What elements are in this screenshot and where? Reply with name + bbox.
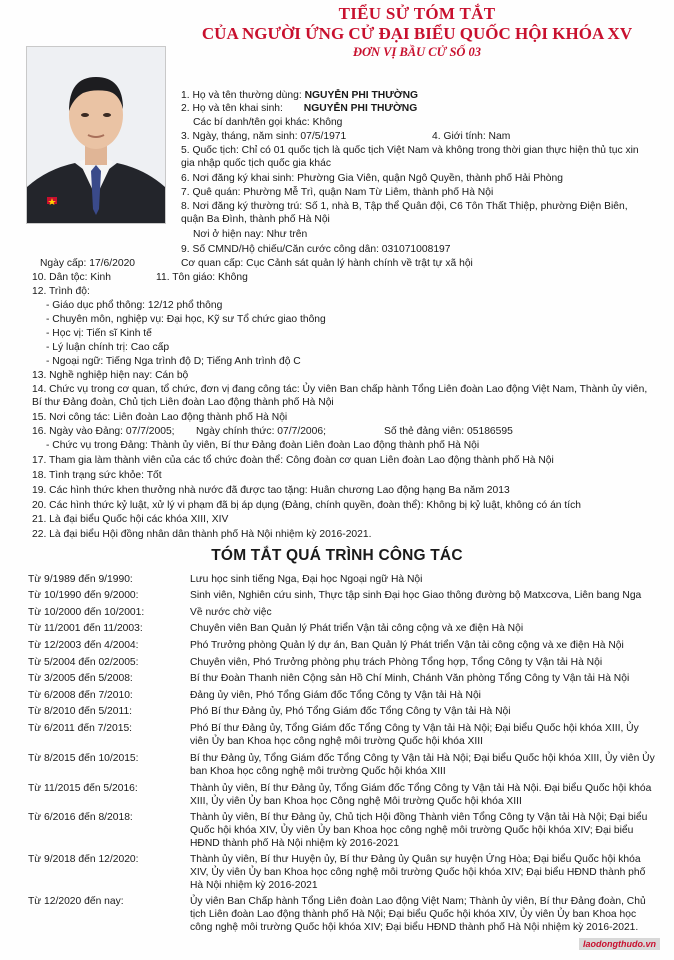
- career-description: Bí thư Đảng ủy, Tổng Giám đốc Tổng Công ty Vận tải Hà Nội; Đại biểu Quốc hội khóa XIII, Ủy viên Ủy ban Khoa học công nghệ môi trường Quốc hội khóa XIII: [190, 753, 655, 777]
- career-description: Thành ủy viên, Bí thư Huyện ủy, Bí thư Đảng ủy Quân sự huyện Ứng Hòa; Đại biểu Quốc hội khóa XIV, Ủy viên Ủy ban Khoa học công nghệ môi trường Quốc hội khóa XIV; Đại biểu HĐND thành phố Hà Nội nhiệm kỳ 2016-2021: [190, 854, 646, 891]
- party-official-date: Ngày chính thức: 07/7/2006;: [196, 426, 326, 437]
- career-period: Từ 12/2020 đến nay:: [28, 896, 124, 907]
- career-period: Từ 3/2005 đến 5/2008:: [28, 673, 133, 684]
- education-heading: 12. Trình độ:: [32, 286, 90, 297]
- career-description: Phó Trưởng phòng Quản lý dự án, Ban Quản lý Phát triển Vận tải công cộng và xe điện Hà Nội: [190, 640, 624, 651]
- birth-registration: 6. Nơi đăng ký khai sinh: Phường Gia Viên, quận Ngô Quyền, thành phố Hải Phòng: [181, 173, 563, 184]
- date-of-birth: 3. Ngày, tháng, năm sinh: 07/5/1971: [181, 131, 347, 142]
- hometown: 7. Quê quán: Phường Mễ Trì, quận Nam Từ Liêm, thành phố Hà Nội: [181, 187, 494, 198]
- career-period: Từ 9/1989 đến 9/1990:: [28, 574, 133, 585]
- career-period: Từ 11/2015 đến 5/2016:: [28, 783, 138, 794]
- bio-line-1: [181, 89, 418, 102]
- peoples-council-term: 22. Là đại biểu Hội đồng nhân dân thành phố Hà Nội nhiệm kỳ 2016-2021.: [32, 529, 372, 540]
- career-description: Về nước chờ việc: [190, 607, 272, 618]
- document-title-line2: CỦA NGƯỜI ỨNG CỬ ĐẠI BIỂU QUỐC HỘI KHÓA XV: [201, 24, 633, 43]
- portrait-image: [27, 47, 165, 223]
- education-professional: - Chuyên môn, nghiệp vụ: Đại học, Kỹ sư Tổ chức giao thông: [46, 314, 326, 325]
- common-name-value: NGUYỄN PHI THƯỜNG: [304, 90, 419, 101]
- career-section-title: TÓM TẮT QUÁ TRÌNH CÔNG TÁC: [211, 547, 463, 564]
- nationality: 5. Quốc tịch: Chỉ có 01 quốc tịch là quốc tịch Việt Nam và không trong thời gian thực hiện thủ tục xin gia nhập quốc tịch quốc gia khác: [181, 145, 639, 169]
- current-occupation: 13. Nghề nghiệp hiện nay: Cán bộ: [32, 370, 189, 381]
- career-description: Ủy viên Ban Chấp hành Tổng Liên đoàn Lao động Việt Nam; Thành ủy viên, Bí thư Đảng đoàn, Chủ tịch Liên đoàn Lao động thành phố Hà Nội; Đại biểu Quốc hội khóa XIV, Ủy viên Ủy ban Khoa học công nghệ môi trường Quốc hội khóa XIV; Đại biểu HĐND thành phố Hà Nội nhiệm kỳ 2016-2021.: [190, 896, 646, 933]
- career-period: Từ 10/2000 đến 10/2001:: [28, 607, 145, 618]
- career-period: Từ 10/1990 đến 9/2000:: [28, 590, 139, 601]
- awards: 19. Các hình thức khen thưởng nhà nước đã được tao tặng: Huân chương Lao động hạng Ba năm 2013: [32, 485, 510, 496]
- party-join-date: 16. Ngày vào Đảng: 07/7/2005;: [32, 426, 175, 437]
- career-description: Lưu học sinh tiếng Nga, Đại học Ngoại ngữ Hà Nội: [190, 574, 423, 585]
- aliases: Các bí danh/tên gọi khác: Không: [193, 117, 343, 128]
- career-description: Chuyên viên Ban Quản lý Phát triển Vận tải công cộng và xe điện Hà Nội: [190, 623, 524, 634]
- field-label: 2. Họ và tên khai sinh:: [181, 103, 283, 114]
- disciplinary-record: 20. Các hình thức kỷ luật, xử lý vi phạm đã bị áp dụng (Đảng, chính quyền, đoàn thể): Không bị kỷ luật, không có án tích: [32, 500, 581, 511]
- birth-name-value: NGUYỄN PHI THƯỜNG: [303, 103, 418, 114]
- bio-line-2: [181, 102, 417, 115]
- career-description: Sinh viên, Nghiên cứu sinh, Thực tập sinh Đại học Giao thông đường bộ Matxcơva, Liên bang Nga: [190, 590, 642, 601]
- career-period: Từ 11/2001 đến 11/2003:: [28, 623, 143, 634]
- health-status: 18. Tình trạng sức khỏe: Tốt: [32, 470, 162, 481]
- current-residence: Nơi ở hiện nay: Như trên: [193, 229, 308, 240]
- permanent-residence: 8. Nơi đăng ký thường trú: Số 1, nhà B, Tập thể Quân đội, C6 Tôn Thất Thiệp, phường Điện Biên, quận Ba Đình, thành phố Hà Nội: [181, 201, 628, 225]
- career-description: Đảng ủy viên, Phó Tổng Giám đốc Tổng Công ty Vận tải Hà Nội: [190, 690, 481, 701]
- national-assembly-terms: 21. Là đại biểu Quốc hội các khóa XIII, XIV: [32, 514, 229, 525]
- career-period: Từ 12/2003 đến 4/2004:: [28, 640, 139, 651]
- current-positions: 14. Chức vụ trong cơ quan, tổ chức, đơn vị đang công tác: Ủy viên Ban chấp hành Tổng Liên đoàn Lao động Việt Nam, Thành ủy viên, Bí thư Đảng đoàn, Chủ tịch Liên đoàn Lao động thành phố Hà Nội: [32, 384, 648, 408]
- education-general: - Giáo dục phổ thông: 12/12 phổ thông: [46, 300, 223, 311]
- field-label: 1. Họ và tên thường dùng:: [181, 90, 302, 101]
- gender: 4. Giới tính: Nam: [432, 131, 511, 142]
- party-card-number: Số thẻ đảng viên: 05186595: [384, 426, 513, 437]
- source-watermark: laodongthudo.vn: [579, 938, 660, 950]
- career-description: Thành ủy viên, Bí thư Đảng ủy, Tổng Giám đốc Tổng Công ty Vận tải Hà Nội. Đại biểu Quốc hội khóa XIII, Ủy viên Ủy ban Khoa học Công nghệ Môi trường Quốc hội khóa XIII: [190, 783, 652, 807]
- career-period: Từ 6/2016 đến 8/2018:: [28, 812, 133, 823]
- career-description: Phó Bí thư Đảng ủy, Tổng Giám đốc Tổng Công ty Vận tải Hà Nội; Đại biểu Quốc hội khóa XIII, Ủy viên Ủy ban Khoa học công nghệ môi trường Quốc hội khóa XIII: [190, 723, 639, 747]
- electoral-unit-subtitle: ĐƠN VỊ BẦU CỬ SỐ 03: [352, 45, 482, 59]
- career-period: Từ 8/2015 đến 10/2015:: [28, 753, 139, 764]
- career-description: Phó Bí thư Đảng ủy, Phó Tổng Giám đốc Tổng Công ty Vận tải Hà Nội: [190, 706, 511, 717]
- workplace: 15. Nơi công tác: Liên đoàn Lao động thành phố Hà Nội: [32, 412, 288, 423]
- document-title: TIỂU SỬ TÓM TẮT: [338, 4, 496, 23]
- education-political: - Lý luận chính trị: Cao cấp: [46, 342, 170, 353]
- id-issuer: Cơ quan cấp: Cục Cảnh sát quản lý hành chính về trật tự xã hội: [181, 258, 473, 269]
- career-description: Chuyên viên, Phó Trưởng phòng phụ trách Phòng Tổng hợp, Tổng Công ty Vận tải Hà Nội: [190, 657, 603, 668]
- ethnicity: 10. Dân tộc: Kinh: [32, 272, 111, 283]
- id-number: 9. Số CMND/Hộ chiếu/Căn cước công dân: 031071008197: [181, 244, 451, 255]
- career-period: Từ 5/2004 đến 02/2005:: [28, 657, 139, 668]
- education-languages: - Ngoại ngữ: Tiếng Nga trình độ D; Tiếng Anh trình độ C: [46, 356, 301, 367]
- career-period: Từ 6/2008 đến 7/2010:: [28, 690, 133, 701]
- career-period: Từ 8/2010 đến 5/2011:: [28, 706, 133, 717]
- candidate-portrait: [26, 46, 166, 224]
- religion: 11. Tôn giáo: Không: [156, 272, 248, 283]
- id-issue-date: Ngày cấp: 17/6/2020: [40, 258, 136, 269]
- education-degree: - Học vị: Tiến sĩ Kinh tế: [46, 328, 152, 339]
- career-description: Bí thư Đoàn Thanh niên Cộng sản Hồ Chí Minh, Chánh Văn phòng Tổng Công ty Vận tải Hà Nội: [190, 673, 630, 684]
- career-period: Từ 6/2011 đến 7/2015:: [28, 723, 133, 734]
- party-position: - Chức vụ trong Đảng: Thành ủy viên, Bí thư Đảng đoàn Liên đoàn Lao động thành phố Hà Nội: [46, 440, 480, 451]
- career-period: Từ 9/2018 đến 12/2020:: [28, 854, 139, 865]
- career-description: Thành ủy viên, Bí thư Đảng ủy, Chủ tịch Hội đồng Thành viên Tổng Công ty Vận tải Hà Nội; Đại biểu Quốc hội khóa XIV, Ủy viên Ủy ban Khoa học công nghệ môi trường Quốc hội khóa XIV; Đại biểu HĐND thành phố Hà Nội nhiệm kỳ 2016-2021: [190, 812, 648, 849]
- organizations: 17. Tham gia làm thành viên của các tổ chức đoàn thể: Công đoàn cơ quan Liên đoàn Lao động thành phố Hà Nội: [32, 455, 554, 466]
